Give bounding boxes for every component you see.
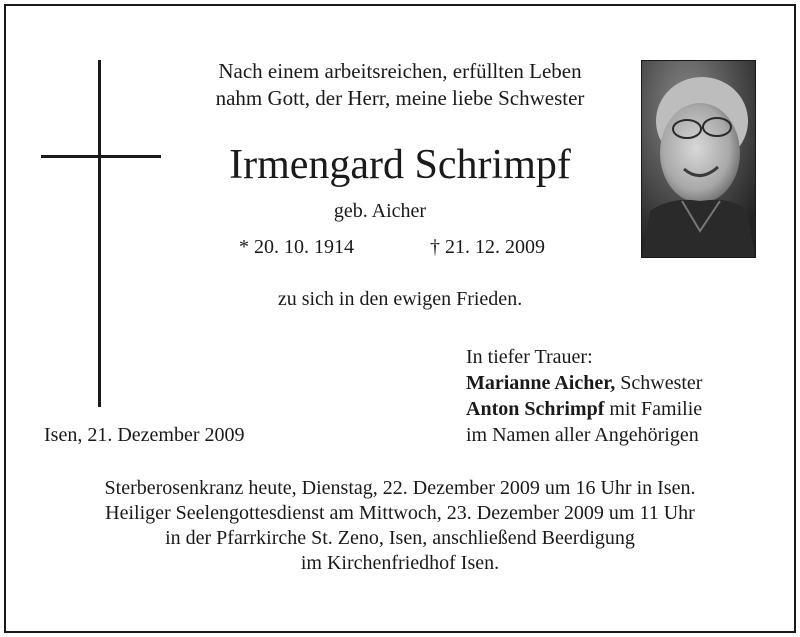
service-line-2: Heiliger Seelengottesdienst am Mittwoch, 23. Dezember 2009 um 11 Uhr <box>105 502 695 524</box>
service-line-3: in der Pfarrkirche St. Zeno, Isen, anschließend Beerdigung <box>165 527 635 549</box>
mourners-heading: In tiefer Trauer: <box>466 346 593 368</box>
cross-horizontal-bar <box>41 155 161 158</box>
mourners-block <box>466 344 702 448</box>
intro-text <box>170 58 630 112</box>
portrait-photo <box>641 60 756 258</box>
mourner-2-name: Anton Schrimpf <box>466 398 605 420</box>
mourner-1-relation: Schwester <box>615 372 703 394</box>
mourner-2-relation: mit Familie <box>604 398 703 420</box>
mourner-1 <box>466 370 702 396</box>
death-date: † 21. 12. 2009 <box>430 236 545 258</box>
closing-line: zu sich in den ewigen Frieden. <box>277 288 523 310</box>
intro-line-1: Nach einem arbeitsreichen, erfüllten Leben <box>218 59 582 83</box>
birth-date: * 20. 10. 1914 <box>239 236 354 258</box>
cross-vertical-bar <box>98 60 101 407</box>
mourners-others: im Namen aller Angehörigen <box>466 424 699 446</box>
mourner-1-name: Marianne Aicher, <box>466 372 616 394</box>
maiden-name: geb. Aicher <box>333 200 427 222</box>
intro-line-2: nahm Gott, der Herr, meine liebe Schwester <box>215 86 585 110</box>
mourner-2 <box>466 396 702 422</box>
deceased-name: Irmengard Schrimpf <box>229 142 571 188</box>
service-line-4: im Kirchenfriedhof Isen. <box>300 552 500 574</box>
service-notice <box>20 476 780 576</box>
service-line-1: Sterberosenkranz heute, Dienstag, 22. Dezember 2009 um 16 Uhr in Isen. <box>104 477 696 499</box>
place-date: Isen, 21. Dezember 2009 <box>44 424 245 446</box>
